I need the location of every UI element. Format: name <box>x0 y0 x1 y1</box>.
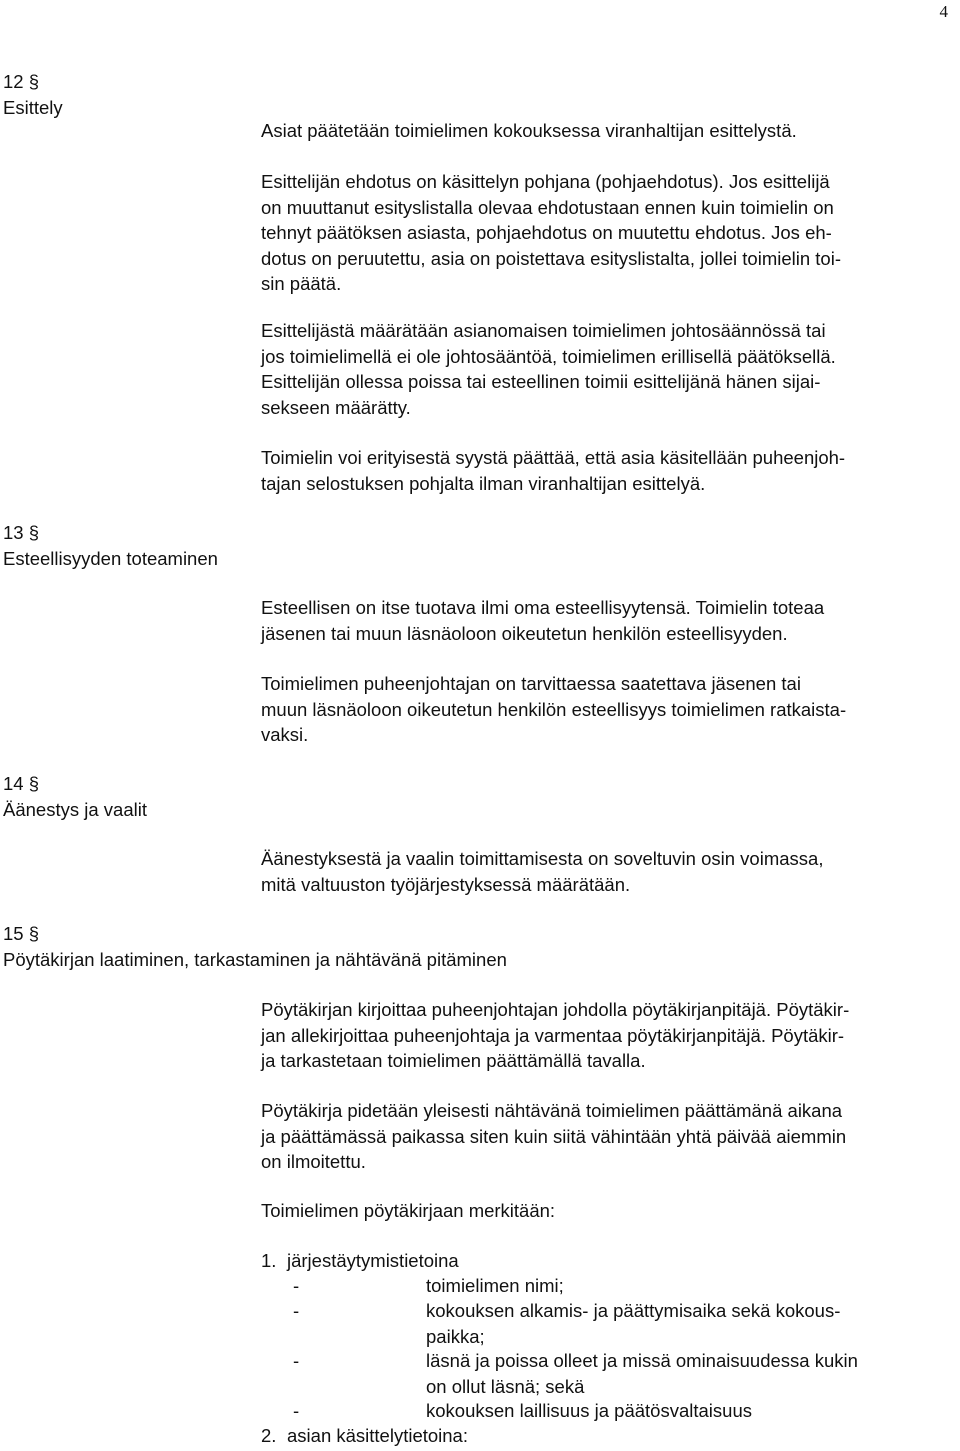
text-line: paikka; <box>426 1325 485 1347</box>
text-line: Esittelijästä määrätään asianomaisen toimielimen johtosäännössä tai <box>261 320 826 341</box>
text-line: on muuttanut esityslistalla olevaa ehdotustaan ennen kuin toimielin on <box>261 196 834 218</box>
numbered-list <box>261 1248 951 1448</box>
paragraph <box>261 595 951 646</box>
section-number: 15 § <box>3 923 40 944</box>
text-line: muun läsnäoloon oikeutetun henkilön esteellisyys toimielimen ratkaista- <box>261 698 847 720</box>
page-number: 4 <box>939 2 948 21</box>
text-line: Esteellisen on itse tuotava ilmi oma esteellisyytensä. Toimielin toteaa <box>261 597 825 618</box>
list-number: 2. <box>261 1425 277 1446</box>
list-text: asian käsittelytietoina: <box>287 1425 468 1446</box>
dash-bullet: - <box>293 1300 300 1321</box>
list-item <box>261 1248 459 1274</box>
text-line: Asiat päätetään toimielimen kokouksessa viranhaltijan esittelystä. <box>261 120 797 141</box>
paragraph <box>261 671 951 748</box>
section-number: 12 § <box>3 71 40 92</box>
text-line: läsnä ja poissa olleet ja missä ominaisuudessa kukin <box>426 1350 858 1371</box>
text-line: dotus on peruutettu, asia on poistettava esityslistalta, jollei toimielin toi- <box>261 247 841 269</box>
sub-item-text <box>426 1348 858 1399</box>
text-line: jos toimielimellä ei ole johtosääntöä, toimielimen erillisellä päätöksellä. <box>261 345 836 367</box>
dash-bullet: - <box>293 1350 300 1371</box>
section-title: Esteellisyyden toteaminen <box>3 547 218 569</box>
text-line: Pöytäkirja pidetään yleisesti nähtävänä toimielimen päättämänä aikana <box>261 1100 843 1121</box>
section-heading-15 <box>3 921 507 972</box>
paragraph <box>261 118 951 144</box>
text-line: Pöytäkirjan kirjoittaa puheenjohtajan johdolla pöytäkirjanpitäjä. Pöytäkir- <box>261 999 850 1020</box>
text-line: sekseen määrätty. <box>261 396 411 418</box>
section-title: Esittely <box>3 96 63 118</box>
list-item <box>261 1423 468 1449</box>
paragraph <box>261 1098 951 1175</box>
text-line: mitä valtuuston työjärjestyksessä määrätään. <box>261 873 631 895</box>
section-number: 14 § <box>3 773 40 794</box>
sub-item-text <box>426 1273 564 1299</box>
text-line: kokouksen alkamis- ja päättymisaika sekä kokous- <box>426 1300 841 1321</box>
text-line: tehnyt päätöksen asiasta, pohjaehdotus on muutettu ehdotus. Jos eh- <box>261 222 832 243</box>
text-line: kokouksen laillisuus ja päätösvaltaisuus <box>426 1400 752 1421</box>
text-line: toimielimen nimi; <box>426 1275 564 1296</box>
paragraph <box>261 997 951 1074</box>
dash-bullet: - <box>293 1275 300 1296</box>
text-line: on ollut läsnä; sekä <box>426 1375 585 1397</box>
text-line: Toimielin voi erityisestä syystä päättää, että asia käsitellään puheenjoh- <box>261 447 846 468</box>
section-number: 13 § <box>3 522 40 543</box>
text-line: ja päättämässä paikassa siten kuin siitä vähintään yhtä päivää aiemmin <box>261 1125 847 1147</box>
section-heading-12 <box>3 69 63 120</box>
text-line: tajan selostuksen pohjalta ilman viranhaltijan esittelyä. <box>261 472 706 494</box>
sub-item-text <box>426 1298 840 1349</box>
text-line: vaksi. <box>261 724 309 745</box>
paragraph <box>261 846 951 897</box>
list-text: järjestäytymistietoina <box>287 1250 459 1271</box>
text-line: Toimielimen puheenjohtajan on tarvittaessa saatettava jäsenen tai <box>261 673 801 694</box>
text-line: jan allekirjoittaa puheenjohtaja ja varmentaa pöytäkirjanpitäjä. Pöytäkir- <box>261 1024 845 1046</box>
section-heading-13 <box>3 520 218 571</box>
text-line: Toimielimen pöytäkirjaan merkitään: <box>261 1200 556 1221</box>
section-title: Pöytäkirjan laatiminen, tarkastaminen ja nähtävänä pitäminen <box>3 948 507 970</box>
paragraph <box>261 318 951 420</box>
paragraph <box>261 1198 951 1224</box>
text-line: on ilmoitettu. <box>261 1151 366 1172</box>
sub-item-text <box>426 1398 752 1424</box>
text-line: Äänestyksestä ja vaalin toimittamisesta on soveltuvin osin voimassa, <box>261 848 824 869</box>
paragraph <box>261 169 951 297</box>
paragraph <box>261 445 951 496</box>
dash-bullet: - <box>293 1400 300 1421</box>
section-heading-14 <box>3 771 147 822</box>
text-line: Esittelijän ehdotus on käsittelyn pohjana (pohjaehdotus). Jos esittelijä <box>261 171 830 192</box>
section-title: Äänestys ja vaalit <box>3 798 147 820</box>
text-line: sin päätä. <box>261 273 342 294</box>
text-line: ja tarkastetaan toimielimen päättämällä tavalla. <box>261 1050 646 1071</box>
text-line: jäsenen tai muun läsnäoloon oikeutetun henkilön esteellisyyden. <box>261 622 788 644</box>
list-number: 1. <box>261 1250 277 1271</box>
text-line: Esittelijän ollessa poissa tai esteellinen toimii esittelijänä hänen sijai- <box>261 371 821 392</box>
